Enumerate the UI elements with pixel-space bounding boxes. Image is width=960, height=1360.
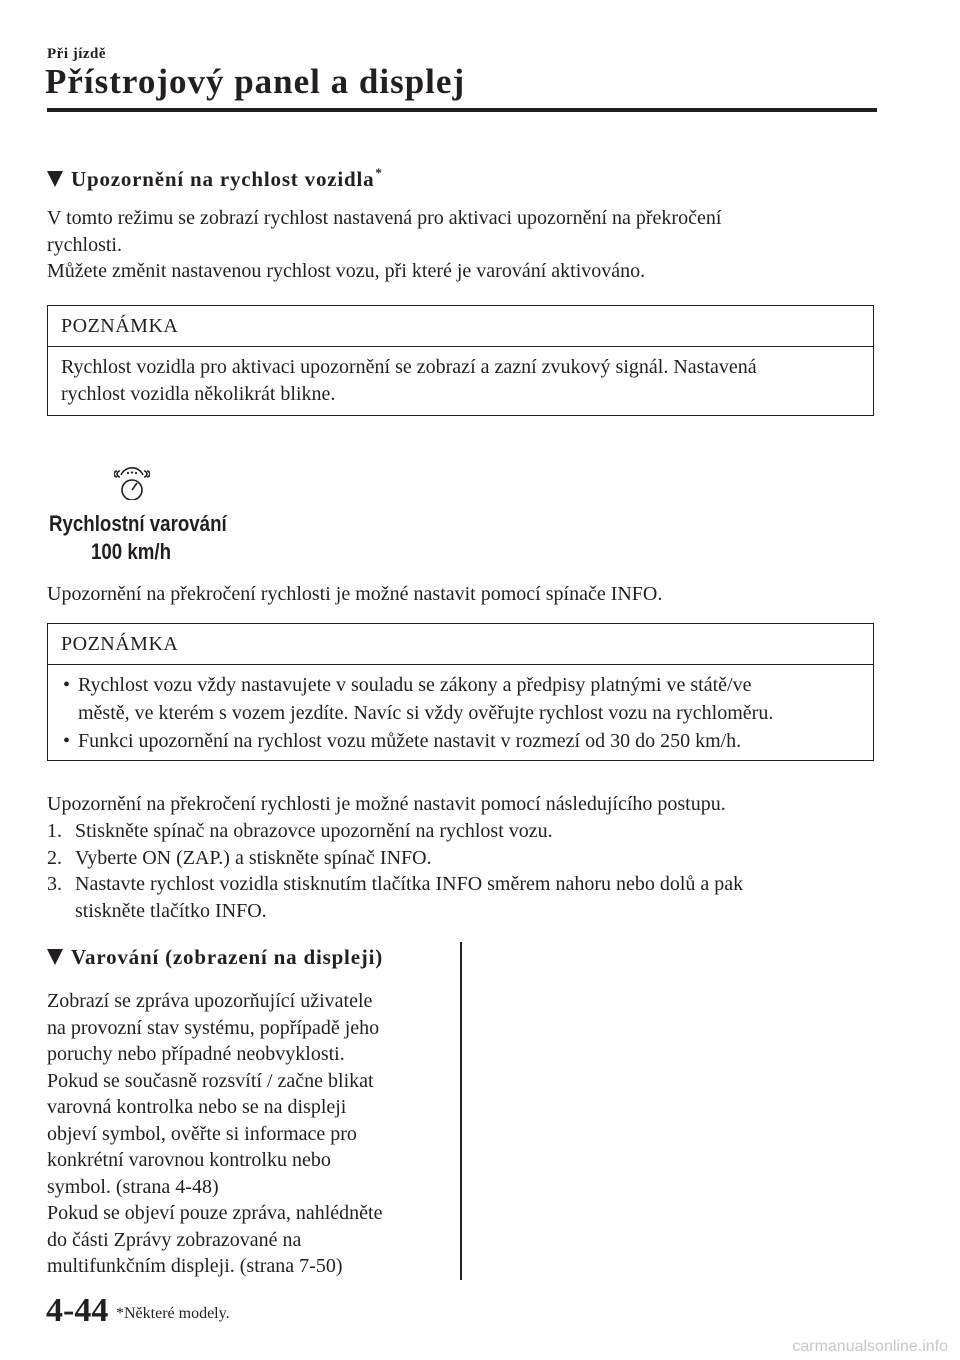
intro-paragraph <box>47 205 721 285</box>
step-number: 3. <box>47 873 62 895</box>
text-line: V tomto režimu se zobrazí rychlost nastavená pro aktivaci upozornění na překročení <box>47 207 722 229</box>
text-line: Zobrazí se zpráva upozorňující uživatele <box>47 990 373 1012</box>
text-line: konkrétní varovnou kontrolku nebo <box>47 1149 331 1171</box>
speed-warning-icon <box>114 466 150 500</box>
section-heading-text: Upozornění na rychlost vozidla <box>71 167 375 191</box>
footnote: *Některé modely. <box>116 1305 230 1322</box>
text-line: Můžete změnit nastavenou rychlost vozu, při které je varování aktivováno. <box>47 260 646 282</box>
text-line: Pokud se současně rozsvítí / začne blikat <box>47 1069 374 1092</box>
list-item <box>61 727 860 755</box>
page-number: 4-44 <box>46 1292 109 1329</box>
note-box <box>47 305 874 416</box>
text-line: Pokud se objeví pouze zpráva, nahlédněte <box>47 1202 383 1224</box>
text-line: multifunkčním displeji. (strana 7-50) <box>47 1255 343 1277</box>
text-line: Nastavte rychlost vozidla stisknutím tlačítka INFO směrem nahoru nebo dolů a pak <box>75 873 744 895</box>
text-line: stiskněte tlačítko INFO. <box>75 899 267 922</box>
list-item <box>47 871 743 924</box>
triangle-marker-icon <box>47 171 63 187</box>
note-box-2 <box>47 623 874 761</box>
display-label: Rychlostní varování <box>49 511 227 536</box>
list-item <box>61 671 860 727</box>
text-line: na provozní stav systému, popřípadě jeho <box>47 1016 380 1039</box>
step-number: 2. <box>47 846 62 869</box>
text-line: Rychlost vozu vždy nastavujete v souladu se zákony a předpisy platnými ve státě/ve <box>78 674 752 696</box>
section-heading-text: Varování (zobrazení na displeji) <box>71 945 384 969</box>
procedure-intro: Upozornění na překročení rychlosti je možné nastavit pomocí následujícího postupu. <box>47 793 726 815</box>
triangle-marker-icon <box>47 949 63 965</box>
warnings-paragraph <box>47 988 382 1280</box>
asterisk-mark: * <box>375 165 383 180</box>
text-line: objeví symbol, ověřte si informace pro <box>47 1122 357 1145</box>
step-number: 1. <box>47 820 62 842</box>
note-heading: POZNÁMKA <box>48 624 873 665</box>
note-body <box>48 665 873 760</box>
bullet-dot: • <box>63 674 71 696</box>
note-heading: POZNÁMKA <box>48 306 873 347</box>
list-item <box>47 845 743 872</box>
text-line: městě, ve kterém s vozem jezdíte. Navíc si vždy ověřujte rychlost vozu na rychloměru. <box>78 702 774 724</box>
breadcrumb: Při jízdě <box>47 46 107 62</box>
bullet-dot: • <box>63 730 71 752</box>
text-line: Stiskněte spínač na obrazovce upozornění na rychlost vozu. <box>75 820 553 842</box>
display-value: 100 km/h <box>91 539 172 564</box>
text-line: Funkci upozornění na rychlost vozu můžete nastavit v rozmezí od 30 do 250 km/h. <box>78 730 742 752</box>
list-item <box>47 818 743 845</box>
column-divider <box>460 942 462 1280</box>
text-line: rychlosti. <box>47 233 122 256</box>
text-line: varovná kontrolka nebo se na displeji <box>47 1096 347 1118</box>
watermark: carmanualsonline.info <box>792 1338 948 1355</box>
page-title: Přístrojový panel a displej <box>45 62 466 101</box>
section-heading-speed-alert <box>47 167 383 192</box>
paragraph-info-switch: Upozornění na překročení rychlosti je možné nastavit pomocí spínače INFO. <box>47 583 663 605</box>
text-line: Rychlost vozidla pro aktivaci upozornění se zobrazí a zazní zvukový signál. Nastavená <box>61 356 757 378</box>
section-heading-warnings <box>47 945 383 970</box>
procedure-steps <box>47 818 743 924</box>
text-line: symbol. (strana 4-48) <box>47 1175 219 1198</box>
header-rule <box>47 108 877 112</box>
note-body <box>48 347 873 415</box>
text-line: rychlost vozidla několikrát blikne. <box>61 382 336 405</box>
text-line: do části Zprávy zobrazované na <box>47 1228 302 1251</box>
text-line: Vyberte ON (ZAP.) a stiskněte spínač INFO. <box>75 846 432 869</box>
text-line: poruchy nebo případné neobvyklosti. <box>47 1043 345 1065</box>
